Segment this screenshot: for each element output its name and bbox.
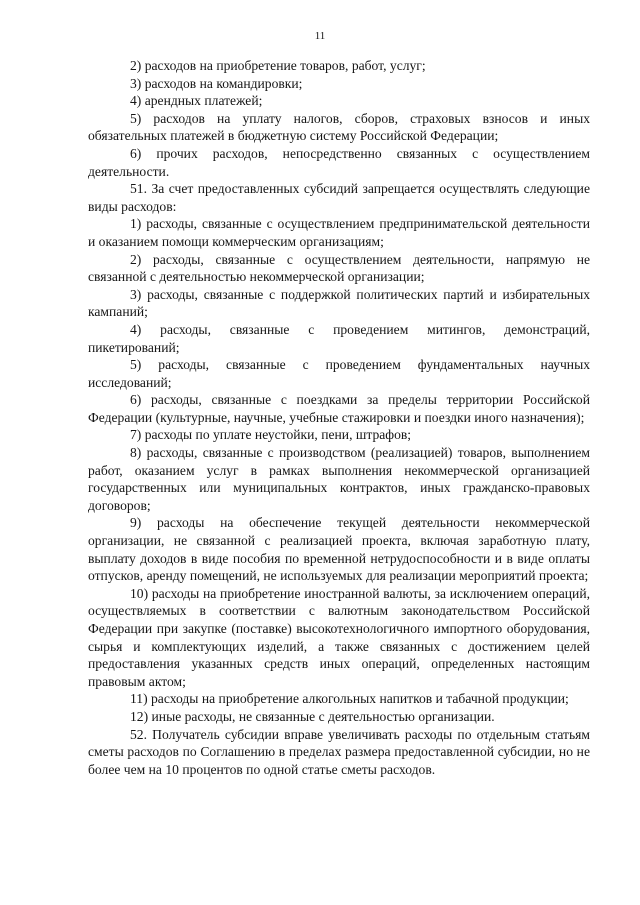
paragraph: 12) иные расходы, не связанные с деятельностью организации.: [130, 708, 495, 724]
paragraph: 5) расходов на уплату налогов, сборов, страховых взносов и иных обязательных платежей в бюджетную систему Российской Федерации;: [88, 110, 590, 144]
paragraph: 1) расходы, связанные с осуществлением предпринимательской деятельности и оказанием помощи коммерческим организациям;: [88, 216, 590, 249]
paragraph: 11) расходы на приобретение алкогольных напитков и табачной продукции;: [130, 691, 569, 707]
paragraph: 6) прочих расходов, непосредственно связанных с осуществлением деятельности.: [88, 145, 590, 179]
paragraph: 10) расходы на приобретение иностранной валюты, за исключением операций, осуществляемых в соответствии с валютным законодательством Российской Федерации при закупке (поставке) высокотехнологичного импортного оборудования, сырья и комплектующих изделий, а также связанных с достижением целей предоставления указанных средств иных операций, определенных настоящим правовым актом;: [88, 585, 590, 689]
paragraph: 8) расходы, связанные с производством (реализацией) товаров, выполнением работ, оказанием услуг в рамках выполнения некоммерческой организацией государственных или муниципальных контрактов, иных гражданско-правовых договоров;: [88, 445, 590, 513]
paragraph: 3) расходов на командировки;: [130, 75, 303, 91]
paragraph: 6) расходы, связанные с поездками за пределы территории Российской Федерации (культурные, научные, учебные стажировки и поездки иного назначения);: [88, 392, 590, 425]
paragraph: 3) расходы, связанные с поддержкой политических партий и избирательных кампаний;: [88, 286, 590, 320]
document-body: [88, 57, 590, 778]
paragraph: 2) расходы, связанные с осуществлением деятельности, напрямую не связанной с деятельностью некоммерческой организации;: [88, 251, 590, 285]
paragraph: 7) расходы по уплате неустойки, пени, штрафов;: [130, 427, 412, 443]
paragraph: 4) арендных платежей;: [130, 93, 263, 109]
paragraph: 52. Получатель субсидии вправе увеличивать расходы по отдельным статьям сметы расходов по Соглашению в пределах размера предоставленной субсидии, но не более чем на 10 процентов по одной статье сметы расходов.: [88, 726, 590, 777]
paragraph: 9) расходы на обеспечение текущей деятельности некоммерческой организации, не связанной с реализацией проекта, включая заработную плату, выплату доходов в виде пособия по временной нетрудоспособности и в виде оплаты отпусков, аренду помещений, не используемых для реализации мероприятий проекта;: [88, 515, 590, 584]
page-number: 11: [314, 30, 326, 42]
paragraph: 2) расходов на приобретение товаров, работ, услуг;: [130, 58, 426, 73]
paragraph: 4) расходы, связанные с проведением митингов, демонстраций, пикетирований;: [88, 321, 590, 355]
paragraph: 5) расходы, связанные с проведением фундаментальных научных исследований;: [88, 357, 590, 390]
paragraph: 51. За счет предоставленных субсидий запрещается осуществлять следующие виды расходов:: [88, 181, 590, 214]
